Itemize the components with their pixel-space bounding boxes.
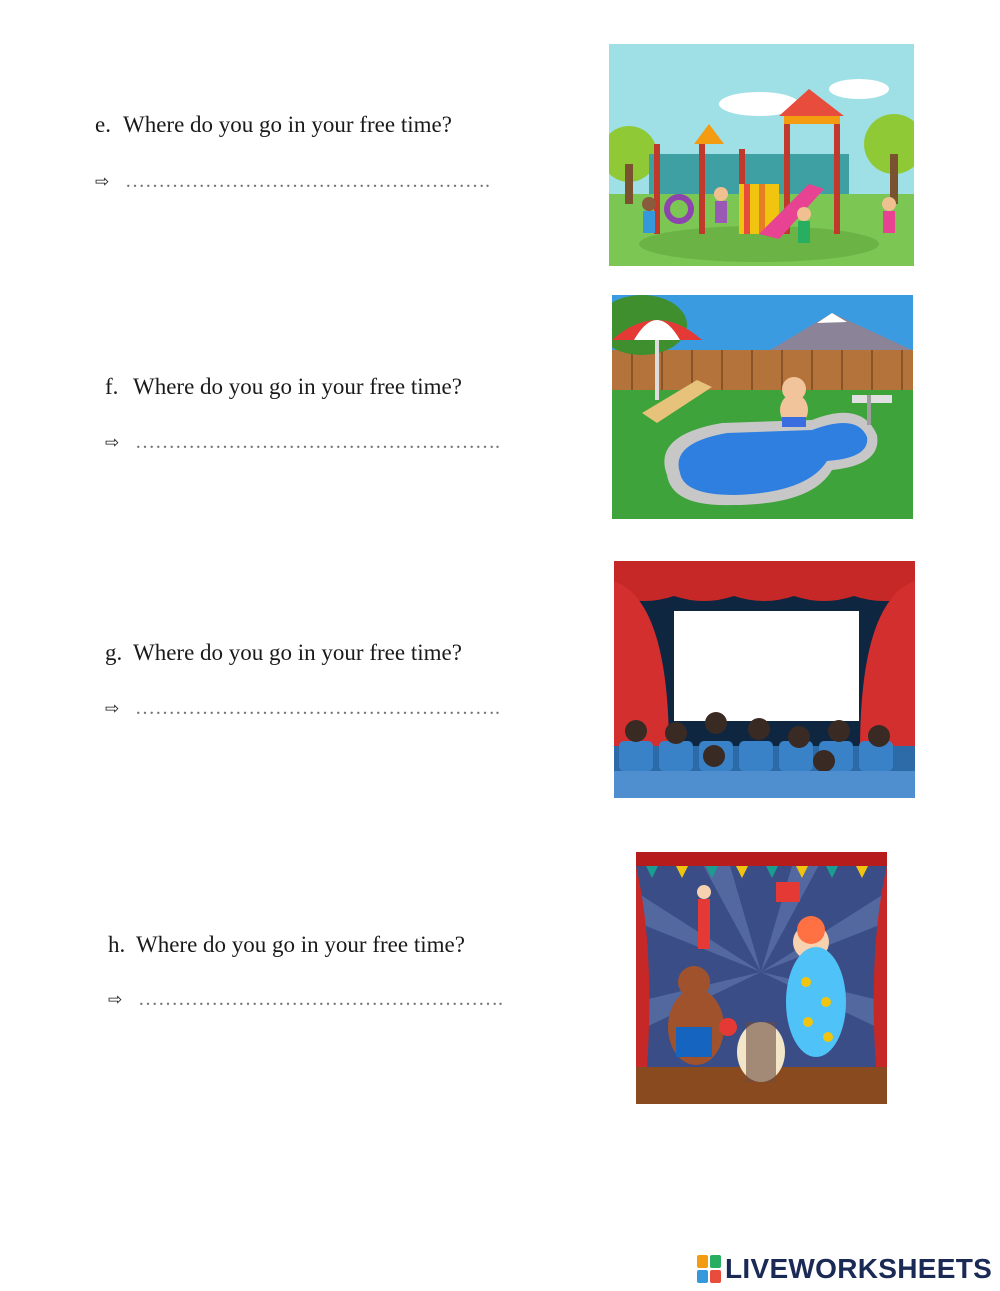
question-letter: g. — [105, 640, 123, 665]
arrow-icon: ⇨ — [108, 990, 123, 1010]
logo-text: LIVEWORKSHEETS — [725, 1253, 993, 1284]
question-f — [105, 374, 462, 400]
playground-image — [609, 44, 914, 266]
question-e — [95, 112, 452, 138]
arrow-icon: ⇨ — [105, 699, 120, 719]
arrow-icon: ⇨ — [105, 433, 120, 453]
answer-line-e[interactable] — [95, 170, 565, 193]
swimming-pool-image — [612, 295, 913, 519]
answer-input-g[interactable] — [135, 697, 575, 720]
question-letter: h. — [108, 932, 126, 957]
logo-blocks-icon — [697, 1255, 721, 1283]
question-text: Where do you go in your free time? — [133, 640, 462, 665]
question-letter: e. — [95, 112, 111, 137]
cinema-image — [614, 561, 915, 798]
answer-input-h[interactable] — [138, 988, 578, 1011]
answer-line-f[interactable] — [105, 431, 575, 454]
answer-line-h[interactable] — [108, 988, 578, 1011]
question-g — [105, 640, 462, 666]
answer-line-g[interactable] — [105, 697, 575, 720]
question-h — [108, 932, 465, 958]
arrow-icon: ⇨ — [95, 172, 110, 192]
question-text: Where do you go in your free time? — [123, 112, 452, 137]
question-letter: f. — [105, 374, 119, 399]
question-text: Where do you go in your free time? — [136, 932, 465, 957]
answer-input-e[interactable] — [125, 170, 565, 193]
circus-image — [636, 852, 887, 1104]
answer-input-f[interactable] — [135, 431, 575, 454]
liveworksheets-logo — [697, 1253, 992, 1285]
question-text: Where do you go in your free time? — [133, 374, 462, 399]
